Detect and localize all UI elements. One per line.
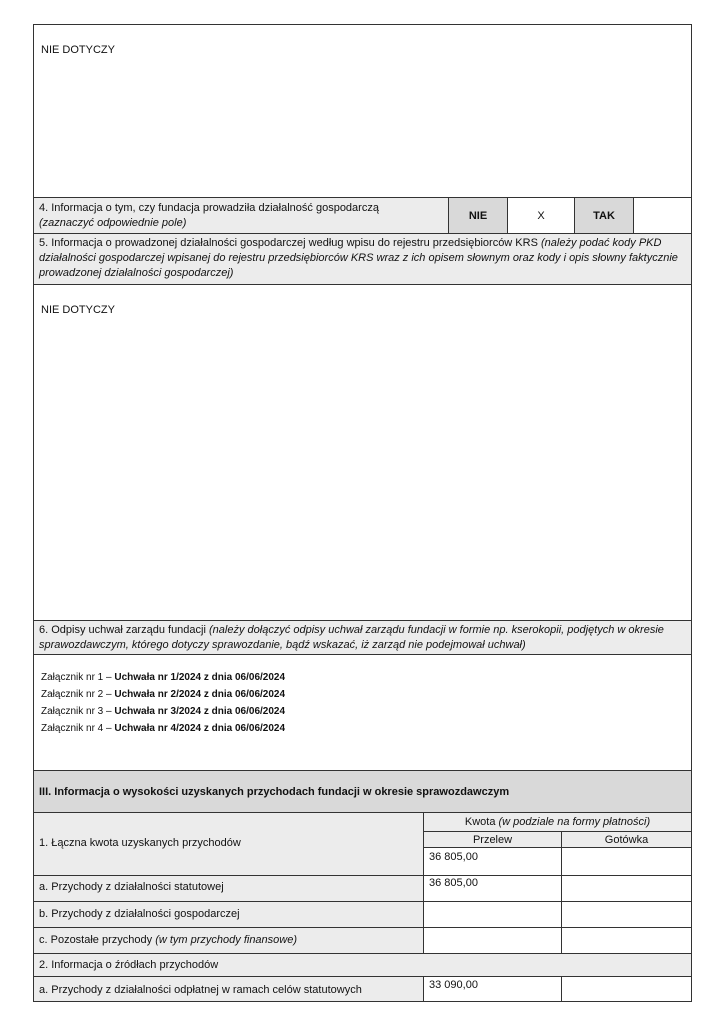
row-c-przelew-cell [423,927,562,954]
q5-header [39,236,684,281]
row-a2-przelew-value: 33 090,00 [429,979,478,991]
q4-nie-label: NIE [448,197,508,234]
kwota-header: Kwota (w podziale na formy płatności) [423,812,692,832]
q4-nie-mark: X [537,209,545,222]
total-label: 1. Łączna kwota uzyskanych przychodów [39,837,241,849]
total-przelew-value: 36 805,00 [429,851,478,863]
q6-label-text: 6. Odpisy uchwał zarządu fundacji [39,624,206,636]
row-a-przelew-value: 36 805,00 [429,877,478,889]
row-a2-label: a. Przychody z działalności odpłatnej w ramach celów statutowych [39,984,362,996]
row-b-przelew-cell [423,901,562,928]
q4-label-text: 4. Informacja o tym, czy fundacja prowadziła działalność gospodarczą [39,202,379,214]
row-c-gotowka-cell [561,927,692,954]
row-a2-gotowka-cell [561,976,692,1002]
row-b-label: b. Przychody z działalności gospodarczej [39,908,240,920]
attachment-item: Załącznik nr 2 – Uchwała nr 2/2024 z dnia 06/06/2024 [41,689,286,700]
attachment-item: Załącznik nr 1 – Uchwała nr 1/2024 z dnia 06/06/2024 [41,672,286,683]
q6-header [39,623,687,653]
q4-tak-label: TAK [574,197,634,234]
row-c-label: c. Pozostałe przychody (w tym przychody finansowe) [39,934,298,946]
q5-body-text: NIE DOTYCZY [41,304,115,316]
q6-label-note: (należy dołączyć odpisy uchwał zarządu fundacji w formie np. kserokopii, podjętych w okresie sprawozdawczym, którego dotyczy sprawozdanie, bądź wskazać, iż zarząd nie podejmował uchwał) [39,624,664,651]
nie-dotyczy-text-top: NIE DOTYCZY [41,44,115,56]
q5-body-box [33,284,692,621]
q5-label-text: 5. Informacja o prowadzonej działalności gospodarczej według wpisu do rejestru przedsiębiorców KRS [39,237,538,249]
row-a-gotowka-cell [561,875,692,902]
przelew-header: Przelew [423,831,562,848]
attachment-item: Załącznik nr 4 – Uchwała nr 4/2024 z dnia 06/06/2024 [41,723,286,734]
gotowka-header: Gotówka [561,831,692,848]
q4-tak-checkbox[interactable] [633,197,692,234]
nie-dotyczy-box-top [33,24,692,198]
row-b-gotowka-cell [561,901,692,928]
total-gotowka-cell [561,847,692,876]
q4-label-note: (zaznaczyć odpowiednie pole) [39,217,187,229]
q5-label-note: (należy podać kody PKD działalności gospodarczej wpisanej do rejestru przedsiębiorców KRS wraz z ich opisem słownym oraz kody i opis słowny faktycznie prowadzonej działalności gospodarczej) [39,237,678,279]
attachment-item: Załącznik nr 3 – Uchwała nr 3/2024 z dnia 06/06/2024 [41,706,286,717]
q4-label [39,201,444,231]
row-a-label: a. Przychody z działalności statutowej [39,881,224,893]
q4-nie-checkbox[interactable] [507,197,575,234]
sources-label: 2. Informacja o źródłach przychodów [39,959,219,971]
section3-title: III. Informacja o wysokości uzyskanych przychodach fundacji w okresie sprawozdawczym [39,786,510,798]
